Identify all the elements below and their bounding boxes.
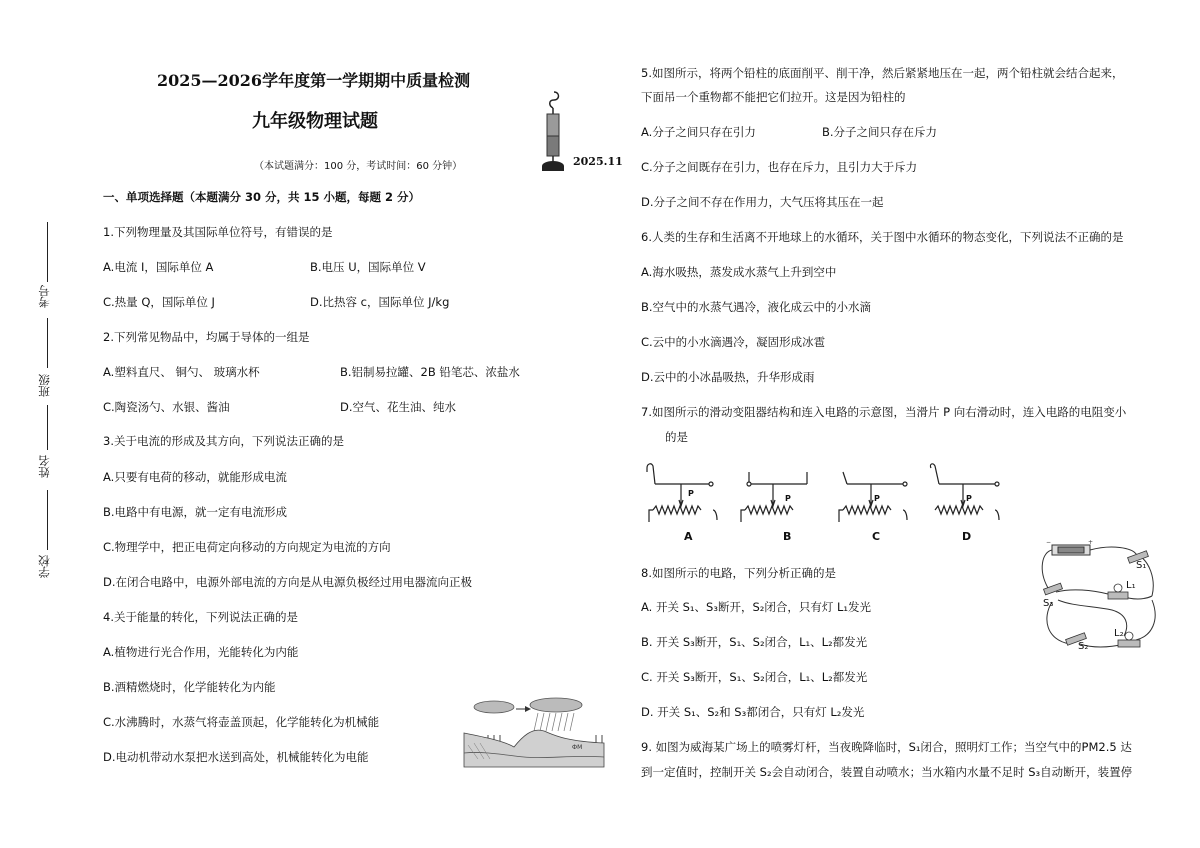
q5-option-b: B.分子之间只存在斥力 [822,125,938,139]
exam-note: （本试题满分：100 分，考试时间：60 分钟） [254,161,463,172]
q4-option-a: A.植物进行光合作用，光能转化为内能 [103,645,299,659]
q8-stem: 8.如图所示的电路，下列分析正确的是 [641,566,836,580]
sideline-4 [47,490,48,550]
q3-stem: 3.关于电流的形成及其方向，下列说法正确的是 [103,434,344,448]
q8-option-a: A. 开关 S₁、S₃断开，S₂闭合，只有灯 L₁发光 [641,600,872,614]
rheostat-p-c: P [874,494,880,503]
q4-stem: 4.关于能量的转化，下列说法正确的是 [103,610,298,624]
q1-option-d: D.比热容 c，国际单位 J/kg [310,295,450,309]
rheostat-p-b: P [785,494,791,503]
q9-line1: 9. 如图为威海某广场上的喷雾灯杆，当夜晚降临时，S₁闭合，照明灯工作；当空气中的PM2.5 达 [641,740,1132,754]
q5-stem-line1: 5.如图所示，将两个铅柱的底面削平、削干净，然后紧紧地压在一起，两个铅柱就会结合起来， [641,66,1124,80]
q6-stem: 6.人类的生存和生活离不开地球上的水循环，关于图中水循环的物态变化，下列说法不正确的是 [641,230,1124,244]
rheostat-label-a: A [684,530,693,543]
q3-option-c: C.物理学中，把正电荷定向移动的方向规定为电流的方向 [103,540,391,554]
rheostat-p-d: P [966,494,972,503]
sideline-3 [47,405,48,450]
q5-option-a: A.分子之间只存在引力 [641,125,756,139]
exam-subtitle: 九年级物理试题 [252,111,378,132]
svg-text:−: − [1046,539,1052,546]
label-name: 姓名 [37,455,51,478]
q3-option-b: B.电路中有电源，就一定有电流形成 [103,505,288,519]
q6-option-c: C.云中的小水滴遇冷，凝固形成冰雹 [641,335,826,349]
q6-option-d: D.云中的小冰晶吸热，升华形成雨 [641,370,815,384]
circuit-label-s3: S₃ [1043,598,1054,609]
circuit-label-l2: L₂ [1114,628,1124,639]
q1-option-b: B.电压 U，国际单位 V [310,260,426,274]
q2-option-b: B.铝制易拉罐、2B 铅笔芯、浓盐水 [340,365,520,379]
q9-line2: 到一定值时，控制开关 S₂会自动闭合，装置自动喷水；当水箱内水量不足时 S₃自动断开，装置停 [641,765,1133,779]
q6-option-b: B.空气中的水蒸气遇冷，液化成云中的小水滴 [641,300,872,314]
sideline-2 [47,318,48,368]
q1-option-c: C.热量 Q，国际单位 J [103,295,215,309]
label-class: 班级 [37,374,51,397]
q4-option-b: B.酒精燃烧时，化学能转化为内能 [103,680,276,694]
q2-option-a: A.塑料直尺、 铜勺、 玻璃水杯 [103,365,260,379]
q5-option-c: C.分子之间既存在引力，也存在斥力，且引力大于斥力 [641,160,918,174]
q4-option-c: C.水沸腾时，水蒸气将壶盖顶起，化学能转化为机械能 [103,715,380,729]
q8-option-b: B. 开关 S₃断开，S₁、S₂闭合，L₁、L₂都发光 [641,635,868,649]
q5-stem-line2: 下面吊一个重物都不能把它们拉开。这是因为铅柱的 [641,90,906,104]
circuit-label-s2: S₂ [1078,641,1089,652]
q2-option-d: D.空气、花生油、纯水 [340,400,457,414]
lead-cylinder-figure [538,90,568,175]
q8-option-d: D. 开关 S₁、S₂和 S₃都闭合，只有灯 L₂发光 [641,705,865,719]
q7-stem-line2: 的是 [665,430,688,444]
circuit-label-s1: S₁ [1136,560,1147,571]
label-exam-no: 考号 [37,285,51,308]
q8-option-c: C. 开关 S₃断开，S₁、S₂闭合，L₁、L₂都发光 [641,670,868,684]
svg-text:+: + [1088,539,1094,546]
q3-option-d: D.在闭合电路中，电源外部电流的方向是从电源负极经过用电器流向正极 [103,575,473,589]
q6-option-a: A.海水吸热，蒸发成水蒸气上升到空中 [641,265,837,279]
exam-date: 2025.11 [573,155,623,168]
q1-option-a: A.电流 I，国际单位 A [103,260,214,274]
rheostat-label-c: C [872,530,881,543]
q4-option-d: D.电动机带动水泵把水送到高处，机械能转化为电能 [103,750,369,764]
circuit-label-l1: L₁ [1126,580,1136,591]
rheostat-label-b: B [783,530,792,543]
section-heading: 一、单项选择题（本题满分 30 分，共 15 小题，每题 2 分） [103,190,421,204]
svg-text:ФМ: ФМ [572,744,583,751]
q1-stem: 1.下列物理量及其国际单位符号，有错误的是 [103,225,333,239]
water-cycle-figure [464,697,606,767]
q2-option-c: C.陶瓷汤勺、水银、酱油 [103,400,230,414]
q5-option-d: D.分子之间不存在作用力，大气压将其压在一起 [641,195,884,209]
rheostat-p-a: P [688,489,694,498]
sideline-1 [47,222,48,282]
rheostat-figures [643,462,1005,546]
q7-stem-line1: 7.如图所示的滑动变阻器结构和连入电路的示意图，当滑片 P 向右滑动时，连入电路的电阻变小 [641,405,1127,419]
exam-title: 2025—2026学年度第一学期期中质量检测 [157,71,471,90]
q2-stem: 2.下列常见物品中，均属于导体的一组是 [103,330,310,344]
label-school: 学校 [37,555,51,578]
rheostat-label-d: D [962,530,972,543]
q3-option-a: A.只要有电荷的移动，就能形成电流 [103,470,287,484]
